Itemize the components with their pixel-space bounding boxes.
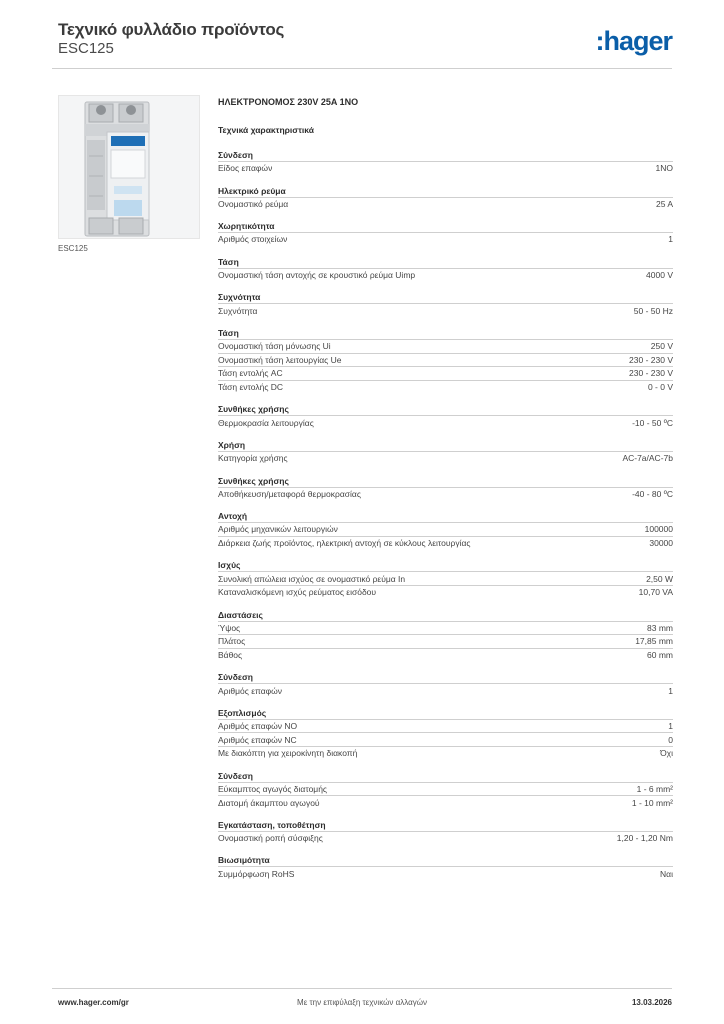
- spec-sheet: [218, 97, 673, 880]
- spec-label: Τάση εντολής AC: [218, 368, 283, 379]
- spec-value: 83 mm: [647, 622, 673, 633]
- spec-label: Αριθμός στοιχείων: [218, 234, 288, 245]
- spec-label: Είδος επαφών: [218, 163, 273, 174]
- spec-row: [218, 415, 673, 429]
- spec-row: [218, 795, 673, 809]
- spec-label: Με διακόπτη για χειροκίνητη διακοπή: [218, 748, 358, 759]
- spec-row: [218, 536, 673, 550]
- product-name: ΗΛΕΚΤΡΟΝΟΜΟΣ 230V 25A 1NO: [218, 97, 359, 107]
- spec-row: [218, 732, 673, 746]
- spec-row: [218, 197, 673, 211]
- spec-label: Συνολική απώλεια ισχύος σε ονομαστικό ρεύμα In: [218, 573, 406, 584]
- spec-row: [218, 303, 673, 317]
- spec-label: Καταναλισκόμενη ισχύς ρεύματος εισόδου: [218, 587, 377, 598]
- spec-label: Τάση εντολής DC: [218, 382, 284, 393]
- spec-row: [218, 339, 673, 353]
- spec-value: 0 - 0 V: [647, 382, 673, 393]
- spec-group-title: Συνθήκες χρήσης: [218, 404, 289, 415]
- spec-value: 4000 V: [646, 270, 673, 281]
- spec-group: [218, 292, 673, 317]
- footer-notice: Με την επιφύλαξη τεχνικών αλλαγών: [297, 998, 427, 1007]
- header-divider: [52, 68, 672, 69]
- footer-website: www.hager.com/gr: [58, 998, 129, 1007]
- spec-group: [218, 221, 673, 246]
- spec-group-title: Διαστάσεις: [218, 609, 263, 620]
- product-code: ESC125: [58, 40, 114, 57]
- spec-row: [218, 522, 673, 536]
- spec-group-title: Ισχύς: [218, 560, 241, 571]
- spec-group: [218, 708, 673, 760]
- spec-group: [218, 476, 673, 501]
- spec-value: -10 - 50 ºC: [632, 417, 673, 428]
- spec-value: -40 - 80 ºC: [632, 488, 673, 499]
- spec-value: 10,70 VA: [638, 587, 673, 598]
- spec-row: [218, 571, 673, 585]
- spec-row: [218, 621, 673, 635]
- spec-label: Ύψος: [218, 622, 241, 633]
- spec-row: [218, 782, 673, 796]
- spec-value: 100000: [644, 524, 673, 535]
- spec-label: Διάρκεια ζωής προϊόντος, ηλεκτρική αντοχή σε κύκλους λειτουργίας: [218, 538, 471, 549]
- spec-value: 1: [668, 685, 673, 696]
- spec-label: Αριθμός επαφών NC: [218, 734, 297, 745]
- spec-group: [218, 186, 673, 211]
- spec-row: [218, 866, 673, 880]
- spec-label: Πλάτος: [218, 636, 246, 647]
- spec-group-title: Σύνδεση: [218, 770, 253, 781]
- spec-group: [218, 440, 673, 465]
- spec-label: Ονομαστικό ρεύμα: [218, 198, 289, 209]
- spec-value: 25 A: [655, 198, 673, 209]
- spec-label: Ονομαστική τάση αντοχής σε κρουστικό ρεύμα Uimp: [218, 270, 416, 281]
- spec-row: [218, 634, 673, 648]
- spec-label: Θερμοκρασία λειτουργίας: [218, 417, 314, 428]
- spec-value: 1 - 6 mm²: [636, 783, 673, 794]
- spec-value: Όχι: [660, 748, 673, 759]
- spec-group-title: Εξοπλισμός: [218, 707, 267, 718]
- spec-label: Ονομαστική τάση μόνωσης Ui: [218, 341, 331, 352]
- spec-row: [218, 648, 673, 662]
- spec-value: 1,20 - 1,20 Nm: [616, 833, 673, 844]
- spec-row: [218, 366, 673, 380]
- spec-label: Κατηγορία χρήσης: [218, 453, 288, 464]
- spec-group: [218, 771, 673, 809]
- spec-value: 1: [668, 721, 673, 732]
- spec-group-title: Εγκατάσταση, τοποθέτηση: [218, 819, 326, 830]
- spec-row: [218, 585, 673, 599]
- spec-group-title: Συνθήκες χρήσης: [218, 475, 289, 486]
- spec-group: [218, 672, 673, 697]
- spec-row: [218, 268, 673, 282]
- spec-group-title: Αντοχή: [218, 511, 248, 522]
- spec-group: [218, 820, 673, 845]
- spec-group: [218, 328, 673, 393]
- spec-row: [218, 353, 673, 367]
- spec-value: 0: [668, 734, 673, 745]
- spec-group-title: Τάση: [218, 256, 239, 267]
- spec-row: [218, 487, 673, 501]
- spec-label: Ονομαστική τάση λειτουργίας Ue: [218, 354, 342, 365]
- spec-row: [218, 232, 673, 246]
- spec-group-title: Συχνότητα: [218, 292, 261, 303]
- spec-group-title: Τάση: [218, 327, 239, 338]
- spec-label: Συμμόρφωση RoHS: [218, 868, 295, 879]
- spec-value: AC-7a/AC-7b: [622, 453, 673, 464]
- spec-value: Ναι: [660, 868, 673, 879]
- hager-logo: :hager: [595, 26, 672, 56]
- specs-heading: Τεχνικά χαρακτηριστικά: [218, 125, 314, 135]
- spec-value: 1 - 10 mm²: [631, 797, 673, 808]
- image-caption: ESC125: [58, 244, 88, 253]
- document-title: Τεχνικό φυλλάδιο προϊόντος: [58, 20, 285, 39]
- spec-row: [218, 380, 673, 394]
- spec-label: Αριθμός μηχανικών λειτουργιών: [218, 524, 338, 535]
- spec-value: 60 mm: [647, 649, 673, 660]
- spec-row: [218, 161, 673, 175]
- spec-group: [218, 560, 673, 598]
- spec-value: 30000: [649, 538, 673, 549]
- spec-group-title: Χωρητικότητα: [218, 221, 275, 232]
- spec-value: 230 - 230 V: [629, 368, 673, 379]
- spec-group-title: Σύνδεση: [218, 150, 253, 160]
- spec-row: [218, 831, 673, 845]
- spec-label: Αριθμός επαφών NO: [218, 721, 298, 732]
- spec-row: [218, 746, 673, 760]
- footer-date: 13.03.2026: [631, 998, 672, 1007]
- spec-group-title: Χρήση: [218, 439, 246, 450]
- spec-label: Ονομαστική ροπή σύσφιξης: [218, 833, 323, 844]
- spec-value: 1NO: [655, 163, 673, 174]
- spec-row: [218, 719, 673, 733]
- spec-group: [218, 150, 673, 175]
- spec-group: [218, 511, 673, 549]
- spec-label: Εύκαμπτος αγωγός διατομής: [218, 783, 328, 794]
- spec-row: [218, 451, 673, 465]
- spec-value: 1: [668, 234, 673, 245]
- spec-label: Συχνότητα: [218, 305, 258, 316]
- spec-group-title: Βιωσιμότητα: [218, 855, 270, 866]
- spec-value: 230 - 230 V: [629, 354, 673, 365]
- spec-value: 2,50 W: [646, 573, 673, 584]
- spec-label: Αποθήκευση/μεταφορά θερμοκρασίας: [218, 488, 361, 499]
- spec-label: Βάθος: [218, 649, 243, 660]
- spec-group: [218, 855, 673, 880]
- spec-label: Αριθμός επαφών: [218, 685, 283, 696]
- spec-group: [218, 404, 673, 429]
- product-image: [58, 95, 200, 239]
- spec-group-title: Ηλεκτρικό ρεύμα: [218, 185, 286, 196]
- contactor-illustration: [59, 96, 199, 238]
- spec-group-title: Σύνδεση: [218, 672, 253, 683]
- spec-group: [218, 610, 673, 662]
- spec-value: 250 V: [650, 341, 673, 352]
- spec-row: [218, 683, 673, 697]
- footer-divider: [52, 988, 672, 989]
- spec-value: 17,85 mm: [635, 636, 673, 647]
- spec-groups: [218, 150, 673, 880]
- spec-value: 50 - 50 Hz: [633, 305, 673, 316]
- spec-group: [218, 257, 673, 282]
- spec-label: Διατομή άκαμπτου αγωγού: [218, 797, 320, 808]
